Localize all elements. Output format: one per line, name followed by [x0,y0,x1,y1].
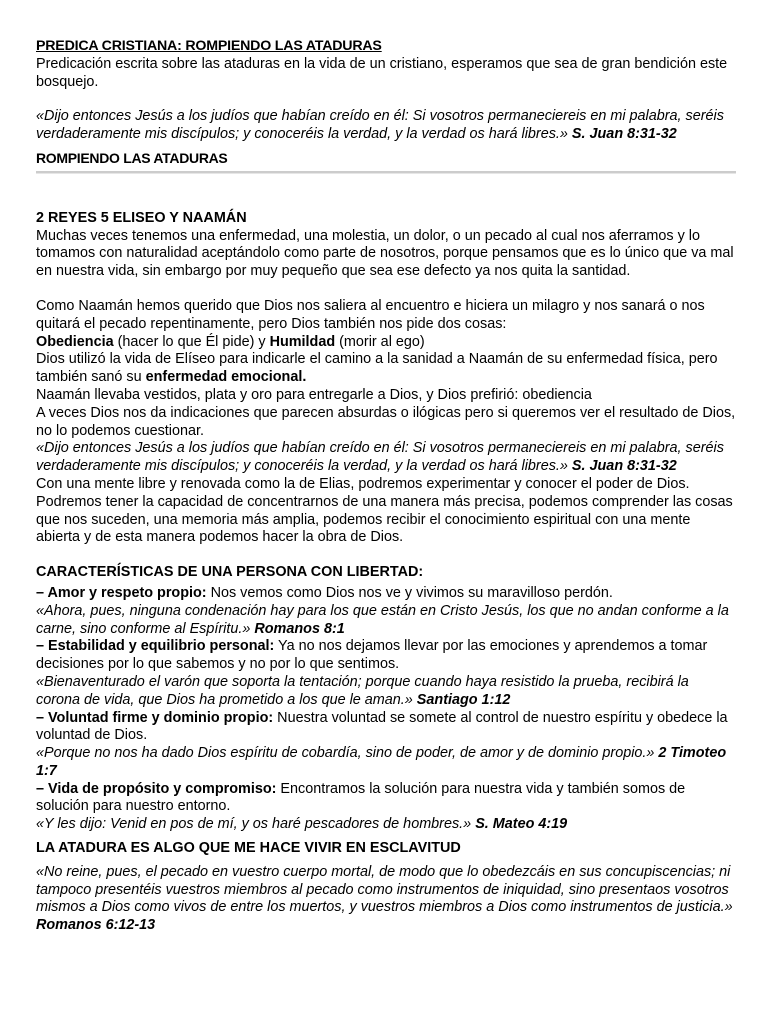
characteristic-quote-text: «Porque no nos ha dado Dios espíritu de cobardía, sino de poder, de amor y de dominio propio.» [36,745,659,762]
characteristic-label: – Estabilidad y equilibrio personal: [36,638,275,655]
characteristic-text: Nos vemos como Dios nos ve y vivimos su maravilloso perdón. [206,584,613,601]
naaman-paragraph-6: Con una mente libre y renovada como la de Elias, podremos experimentar y conocer el poder de Dios. Podremos tener la capacidad de concentrarnos de una manera más precisa, podemos comprender las cosas que nos suceden, una memoria más amplia, podemos recibir el conocimiento espiritual con una mente abierta y de esta manera podemos hacer la obra de Dios. [36,475,733,546]
naaman-quote [36,440,736,476]
characteristic-quote [36,745,736,781]
naaman-heading: 2 REYES 5 ELISEO Y NAAMÁN [36,209,247,226]
characteristic-quote-text: «Bienaventurado el varón que soporta la tentación; porque cuando haya resistido la prueba, recibirá la corona de vida, que Dios ha prometido a los que le aman.» [36,673,689,708]
obediencia-note: (hacer lo que Él pide) y [113,333,270,350]
slavery-quote-text: «No reine, pues, el pecado en vuestro cuerpo mortal, de modo que lo obedezcáis en sus concupiscencias; ni tampoco presentéis vuestros miembros al pecado como instrumentos de iniquidad, sino presentaos vosotros mismos a Dios como vivos de entre los muertos, y vuestros miembros a Dios como instrumentos de justicia.» [36,863,733,916]
characteristic-quote-text: «Y les dijo: Venid en pos de mí, y os haré pescadores de hombres.» [36,816,476,833]
characteristic-label: – Vida de propósito y compromiso: [36,780,277,797]
characteristic-item [36,781,736,834]
naaman-quote-text: «Dijo entonces Jesús a los judíos que habían creído en él: Si vosotros permaneciereis en mi palabra, seréis verdaderamente mis discípulos; y conoceréis la verdad, y la verdad os hará libres.» [36,440,724,475]
characteristic-item [36,638,736,709]
naaman-paragraph-3 [36,351,736,387]
characteristic-text: Encontramos la solución para nuestra vida y también somos de solución para nuestro entorno. [36,780,686,815]
obedience-humility-line [36,334,736,352]
characteristic-quote-ref: 2 Timoteo 1:7 [36,745,727,779]
characteristic-label: – Amor y respeto propio: [36,584,207,601]
characteristic-item [36,585,736,638]
characteristic-quote [36,603,736,639]
humildad-note: (morir al ego) [335,333,425,350]
slavery-quote-ref: Romanos 6:12-13 [36,917,156,934]
characteristic-label: – Voluntad firme y dominio propio: [36,709,274,726]
naaman-paragraph-1: Muchas veces tenemos una enfermedad, una molestia, un dolor, o un pecado al cual nos aferramos y lo tomamos con naturalidad aceptándolo como parte de nosotros, porque pensamos que es lo único que va mal en nuestra vida, sin embargo por muy pequeño que sea ese defecto ya nos quita la santidad. [36,227,734,280]
characteristic-quote-ref: S. Mateo 4:19 [475,816,568,833]
document-page [36,38,736,935]
characteristic-line [36,638,736,674]
naaman-paragraph-4: Naamán llevaba vestidos, plata y oro para entregarle a Dios, y Dios prefirió: obediencia [36,386,592,403]
characteristics-heading: CARACTERÍSTICAS DE UNA PERSONA CON LIBERTAD: [36,564,424,581]
opening-quote-ref: S. Juan 8:31-32 [571,126,677,143]
characteristic-quote-ref: Romanos 8:1 [254,620,345,637]
characteristic-quote-ref: Santiago 1:12 [416,691,511,708]
intro-paragraph: Predicación escrita sobre las ataduras en la vida de un cristiano, esperamos que sea de gran bendición este bosquejo. [36,55,728,90]
opening-quote [36,108,736,144]
characteristic-line [36,781,736,817]
obediencia-label: Obediencia [36,333,114,350]
naaman-quote-ref: S. Juan 8:31-32 [571,458,677,475]
humildad-label: Humildad [269,333,336,350]
document-title: PREDICA CRISTIANA: ROMPIENDO LAS ATADURAS [36,38,382,54]
naaman-paragraph-3-text: Dios utilizó la vida de Elíseo para indicarle el camino a la sanidad a Naamán de su enfermedad física, pero también sanó su [36,351,718,386]
characteristic-line [36,710,736,746]
characteristic-quote [36,816,736,834]
slavery-heading: LA ATADURA ES ALGO QUE ME HACE VIVIR EN ESCLAVITUD [36,840,461,857]
naaman-paragraph-3-bold: enfermedad emocional. [145,369,307,386]
characteristic-text: Ya no nos dejamos llevar por las emociones y aprendemos a tomar decisiones por lo que sabemos y no por lo que sentimos. [36,638,708,673]
opening-quote-text: «Dijo entonces Jesús a los judíos que habían creído en él: Si vosotros permaneciereis en mi palabra, seréis verdaderamente mis discípulos; y conoceréis la verdad, y la verdad os hará libres.» [36,108,724,143]
characteristic-text: Nuestra voluntad se somete al control de nuestro espíritu y obedece la voluntad de Dios. [36,709,728,744]
naaman-paragraph-5: A veces Dios nos da indicaciones que parecen absurdas o ilógicas pero si queremos ver el resultado de Dios, no lo podemos cuestionar. [36,404,736,439]
characteristic-quote [36,674,736,710]
characteristic-item [36,710,736,781]
characteristic-quote-text: «Ahora, pues, ninguna condenación hay para los que están en Cristo Jesús, los que no andan conforme a la carne, sino conforme al Espíritu.» [36,602,729,637]
characteristic-line [36,585,736,603]
naaman-paragraph-2: Como Naamán hemos querido que Dios nos saliera al encuentro e hiciera un milagro y nos sanará o nos quitará el pecado repentinamente, pero Dios también nos pide dos cosas: [36,297,705,332]
slavery-quote [36,864,736,935]
section-heading: ROMPIENDO LAS ATADURAS [36,149,228,166]
